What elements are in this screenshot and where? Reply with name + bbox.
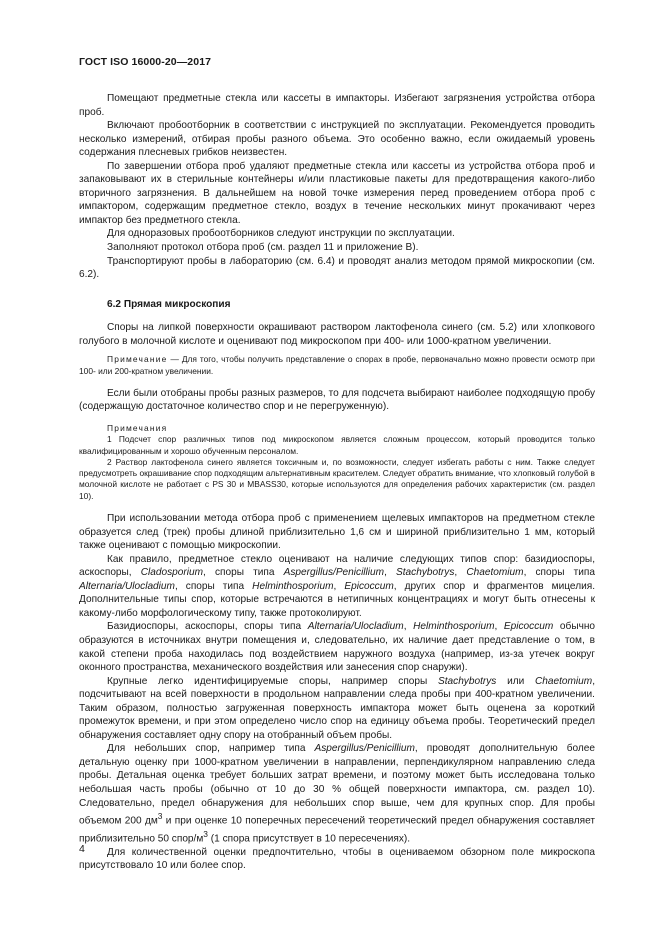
text-run: ,	[333, 580, 345, 592]
genus-name: Stachybotrys	[438, 675, 497, 687]
note-item: 2 Раствор лактофенола синего является токсичным и, по возможности, следует избегать работы с ним. Также следует предусмотреть окрашивание спор подходящим альтернативным красителем. Следует обратить внимание, что хлопковый голубой в молочной кислоте не работает с PS 30 и MBASS30, которые используются для определения рабочих характеристик (см. раздел 10).	[79, 456, 595, 501]
paragraph	[79, 675, 595, 743]
genus-name: Chaetomium	[466, 567, 524, 579]
paragraph: Заполняют протокол отбора проб (см. раздел 11 и приложение В).	[107, 242, 419, 254]
paragraph: Для одноразовых пробоотборников следуют инструкции по эксплуатации.	[107, 228, 455, 240]
genus-name: Chaetomium	[534, 675, 593, 687]
text-run: обычно образуются в источниках внутри помещения и, следовательно, их наличие дает представление о том, в какой степени проба находилась под воздействием наружного воздуха (например, из-за утечек вокруг оконного пространства, механического воздействия или занесения спор снаружи).	[79, 621, 596, 674]
note	[79, 354, 595, 377]
text-run: , споры типа	[174, 580, 253, 592]
note-text: — Для того, чтобы получить представление о спорах в пробе, первоначально можно провести осмотр при 100- или 200-кратном увеличении.	[79, 354, 595, 376]
text-run: , других спор и фрагментов мицелия. Дополнительные типы спор, которые встречаются в нетипичных концентрациях и могут быть отнесены к какому-либо морфологическому типу, также протоколируют.	[79, 580, 596, 619]
genus-name: Epicoccum	[503, 621, 554, 633]
genus-name: Helminthosporium	[252, 580, 334, 592]
text-run: Как правило, предметное стекло оценивают на наличие следующих типов спор: базидиоспоры, аскоспоры,	[79, 553, 595, 579]
text-run: и при оценке 10 поперечных пересечений теоретический предел обнаружения составляет приблизительно 50 спор/м	[79, 815, 595, 845]
section-heading: 6.2 Прямая микроскопия	[107, 298, 231, 310]
paragraph: Транспортируют пробы в лабораторию (см. 6.4) и проводят анализ методом прямой микроскопии (см. 6.2).	[79, 255, 595, 281]
paragraph: По завершении отбора проб удаляют предметные стекла или кассеты из устройства отбора проб и запаковывают их в стерильные контейнеры и/или пластиковые пакеты для предотвращения какого-либо вторичного загрязнения. В дальнейшем на новой точке измерения перед проведением отбора проб с импактором, содержащим предметное стекло, воздух в течение нескольких минут прокачивают через импактор без предметного стекла.	[79, 160, 595, 226]
text-run: (1 спора присутствует в 10 пересечениях).	[207, 833, 411, 845]
genus-name: Cladosporium	[140, 567, 204, 579]
paragraph	[79, 553, 595, 621]
paragraph	[79, 620, 595, 674]
genus-name: Aspergillus/Penicillium	[314, 743, 415, 755]
note-item: 1 Подсчет спор различных типов под микроскопом является сложным процессом, который проводится только квалифицированным и хорошо обученным персоналом.	[79, 434, 595, 456]
paragraph: Помещают предметные стекла или кассеты в импакторы. Избегают загрязнения устройства отбора проб.	[79, 93, 595, 118]
text-run: ,	[403, 621, 414, 633]
paragraph: Включают пробоотборник в соответствии с инструкцией по эксплуатации. Рекомендуется проводить несколько измерений, отбирая пробы разного объема. Это особенно важно, если ожидаемый уровень содержания плесневых грибков неизвестен.	[79, 120, 595, 159]
text-run: Базидиоспоры, аскоспоры, споры типа	[107, 621, 308, 633]
text-run: , подсчитывают на всей поверхности в продольном направлении следа пробы при 400-кратном увеличении. Таким образом, полностью загруженная поверхность импактора может быть оценена за короткий промежуток времени, и при этом определено число спор на единицу объема пробы. Теоретический предел обнаружения составляет одну спору на отобранный объем пробы.	[79, 675, 595, 741]
text-run: ,	[384, 567, 397, 579]
text-run: или	[496, 675, 535, 687]
genus-name: Alternaria/Ulocladium	[307, 621, 404, 633]
text-run: , споры типа	[203, 567, 284, 579]
note-label: Примечание	[107, 354, 168, 365]
superscript: 3	[203, 829, 208, 839]
notes-title: Примечания	[107, 422, 168, 433]
paragraph	[79, 742, 595, 846]
genus-name: Alternaria/Ulocladium	[79, 580, 175, 592]
text-run: Крупные легко идентифицируемые споры, например споры	[107, 675, 438, 687]
page-number: 4	[79, 843, 85, 855]
text-run: Для небольших спор, например типа	[107, 743, 315, 755]
superscript: 3	[157, 811, 163, 822]
paragraph: При использовании метода отбора проб с применением щелевых импакторов на предметном стекле образуется след (трек) пробы длиной приблизительно 1,6 см и шириной приблизительно 1 мм, который также оценивают с помощью микроскопии.	[79, 513, 595, 552]
paragraph: Споры на липкой поверхности окрашивают раствором лактофенола синего (см. 5.2) или хлопкового голубого в молочной кислоте и оценивают под микроскопом при 400- или 1000-кратном увеличении.	[79, 322, 595, 347]
text-run: , проводят дополнительную более детальную оценку при 1000-кратном увеличении в направлении, перпендикулярном направлению следа пробы. Детальная оценка требует больших затрат времени, и поэтому может быть исследована только небольшая часть пробы (обычно от 10 до 30 % общей поверхности импактора, см. раздел 10). Следовательно, предел обнаружения для небольших спор выше, чем для крупных спор. Для пробы объемом 200 дм	[79, 743, 595, 827]
text-run: ,	[454, 567, 467, 579]
text-run: ,	[494, 621, 504, 633]
genus-name: Aspergillus/Penicillium	[283, 567, 385, 579]
paragraph: Для количественной оценки предпочтительно, чтобы в оцениваемом обзорном поле микроскопа присутствовало 10 или более спор.	[79, 846, 595, 872]
text-run: , споры типа	[523, 567, 595, 579]
genus-name: Stachybotrys	[396, 567, 455, 579]
genus-name: Epicoccum	[344, 580, 394, 592]
document-body	[79, 92, 595, 873]
paragraph: Если были отобраны пробы разных размеров, то для подсчета выбирают наиболее подходящую пробу (содержащую достаточное количество спор и не перегруженную).	[79, 387, 595, 413]
genus-name: Helminthosporium	[413, 621, 495, 633]
page-header-standard-id: ГОСТ ISO 16000-20—2017	[79, 56, 212, 68]
